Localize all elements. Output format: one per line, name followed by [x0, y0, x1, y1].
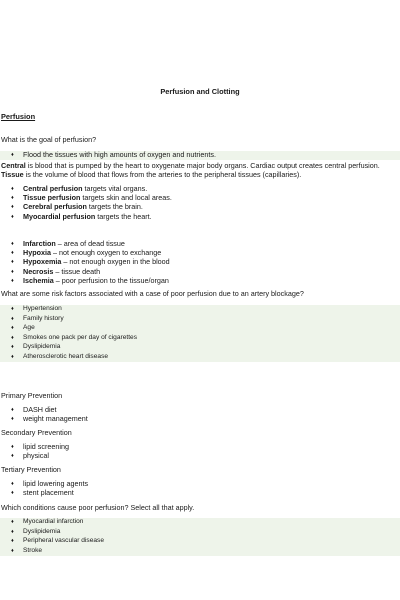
question-goal: What is the goal of perfusion?: [1, 135, 97, 144]
primary-prevention-label: Primary Prevention: [1, 391, 63, 400]
secondary-prevention-label: Secondary Prevention: [1, 428, 72, 437]
primary-prevention-list: [0, 406, 88, 424]
list-item: ♦ Hypoxia – not enough oxygen to exchange: [0, 249, 170, 258]
list-item: ♦ Cerebral perfusion targets the brain.: [0, 203, 172, 212]
list-item: ♦ Ischemia – poor perfusion to the tissue/organ: [0, 277, 170, 286]
central-tissue-paragraph: Central is blood that is pumped by the heart to oxygenate major body organs. Cardiac output creates central perfusion. Tissue is the volume of blood that flows from the arteries to the peripheral tissues (capillaries).: [1, 161, 380, 179]
tertiary-prevention-list: [0, 480, 88, 498]
list-item: ♦ Central perfusion targets vital organs.: [0, 185, 172, 194]
list-item: ♦ Stroke: [0, 547, 400, 557]
definitions-list: [0, 240, 170, 286]
conditions-list: [0, 518, 400, 556]
tertiary-prevention-label: Tertiary Prevention: [1, 465, 61, 474]
document-title: Perfusion and Clotting: [160, 87, 240, 96]
list-item: ♦ weight management: [0, 415, 88, 424]
list-item: ♦ Myocardial perfusion targets the heart.: [0, 213, 172, 222]
perfusion-types-list: [0, 185, 172, 222]
list-item: ♦ stent placement: [0, 489, 88, 498]
list-item: ♦ Hypertension: [0, 305, 400, 315]
secondary-prevention-list: [0, 443, 69, 461]
list-item: ♦ Peripheral vascular disease: [0, 537, 400, 547]
goal-answer-list: [0, 151, 400, 160]
list-item: ♦ Infarction – area of dead tissue: [0, 240, 170, 249]
list-item: ♦ Dyslipidemia: [0, 343, 400, 353]
list-item: ♦ Flood the tissues with high amounts of oxygen and nutrients.: [0, 151, 400, 160]
risk-factors-list: [0, 305, 400, 362]
list-item: ♦ Smokes one pack per day of cigarettes: [0, 334, 400, 344]
list-item: ♦ Atherosclerotic heart disease: [0, 353, 400, 363]
list-item: ♦ Myocardial infarction: [0, 518, 400, 528]
list-item: ♦ lipid lowering agents: [0, 480, 88, 489]
list-item: ♦ Dyslipidemia: [0, 528, 400, 538]
list-item: ♦ Hypoxemia – not enough oxygen in the blood: [0, 258, 170, 267]
question-risk-factors: What are some risk factors associated with a case of poor perfusion due to an artery blockage?: [1, 289, 304, 298]
list-item: ♦ Family history: [0, 315, 400, 325]
question-conditions: Which conditions cause poor perfusion? Select all that apply.: [1, 503, 195, 512]
list-item: ♦ physical: [0, 452, 69, 461]
list-item: ♦ DASH diet: [0, 406, 88, 415]
list-item: ♦ Age: [0, 324, 400, 334]
list-item: ♦ lipid screening: [0, 443, 69, 452]
list-item: ♦ Necrosis – tissue death: [0, 268, 170, 277]
section-heading: Perfusion: [1, 112, 36, 121]
list-item: ♦ Tissue perfusion targets skin and local areas.: [0, 194, 172, 203]
